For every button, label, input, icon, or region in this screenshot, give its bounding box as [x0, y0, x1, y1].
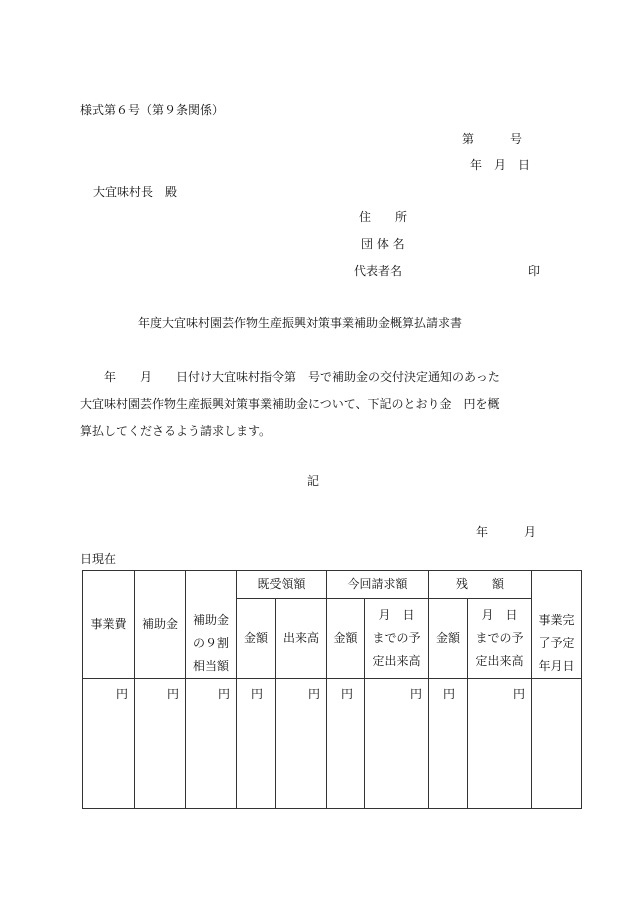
document-date: 年 月 日 — [470, 158, 531, 172]
as-of-suffix: 日現在 — [80, 552, 117, 566]
cell-subsidy[interactable]: 円 — [135, 679, 186, 809]
cell-remaining-done[interactable]: 円 — [468, 679, 532, 809]
header-remaining-group: 残 額 — [429, 571, 532, 599]
addressee: 大宜味村長 殿 — [93, 185, 178, 199]
header-remaining-done: 月 日 までの予 定出来高 — [468, 599, 532, 679]
cell-current-done[interactable]: 円 — [365, 679, 429, 809]
applicant-representative-label: 代表者名 — [354, 264, 403, 278]
ki-heading: 記 — [307, 474, 320, 488]
header-project-cost: 事業費 — [83, 571, 135, 679]
as-of-date: 年 月 — [476, 525, 537, 539]
cell-ninety-percent[interactable]: 円 — [186, 679, 237, 809]
header-current-group: 今回請求額 — [327, 571, 429, 599]
form-number: 様式第６号（第９条関係） — [80, 103, 225, 117]
body-line: 年 月 日付け大宜味村指令第 号で補助金の交付決定通知のあった — [80, 370, 500, 384]
body-line: 算払してくださるよう請求します。 — [80, 424, 272, 438]
cell-received-amount[interactable]: 円 — [237, 679, 276, 809]
header-ninety-percent: 補助金 の９割 相当額 — [186, 571, 237, 679]
cell-received-done[interactable]: 円 — [276, 679, 327, 809]
header-current-done: 月 日 までの予 定出来高 — [365, 599, 429, 679]
header-received-amount: 金額 — [237, 599, 276, 679]
document-title: 年度大宜味村園芸作物生産振興対策事業補助金概算払請求書 — [138, 316, 463, 330]
header-subsidy: 補助金 — [135, 571, 186, 679]
request-body — [80, 364, 556, 445]
header-received-group: 既受領額 — [237, 571, 327, 599]
header-remaining-amount: 金額 — [429, 599, 468, 679]
cell-remaining-amount[interactable]: 円 — [429, 679, 468, 809]
applicant-org-label: 団 体 名 — [361, 237, 405, 251]
applicant-address-label: 住 所 — [359, 210, 408, 224]
body-line: 大宜味村園芸作物生産振興対策事業補助金について、下記のとおり金 円を概 — [80, 397, 500, 411]
cell-completion-date[interactable] — [532, 679, 582, 809]
header-received-done: 出来高 — [276, 599, 327, 679]
header-current-amount: 金額 — [327, 599, 365, 679]
cell-current-amount[interactable]: 円 — [327, 679, 365, 809]
header-completion-date: 事業完 了予定 年月日 — [532, 571, 582, 679]
seal-mark: 印 — [528, 264, 541, 278]
subsidy-table — [82, 570, 582, 809]
document-number: 第 号 — [462, 132, 523, 146]
cell-project-cost[interactable]: 円 — [83, 679, 135, 809]
